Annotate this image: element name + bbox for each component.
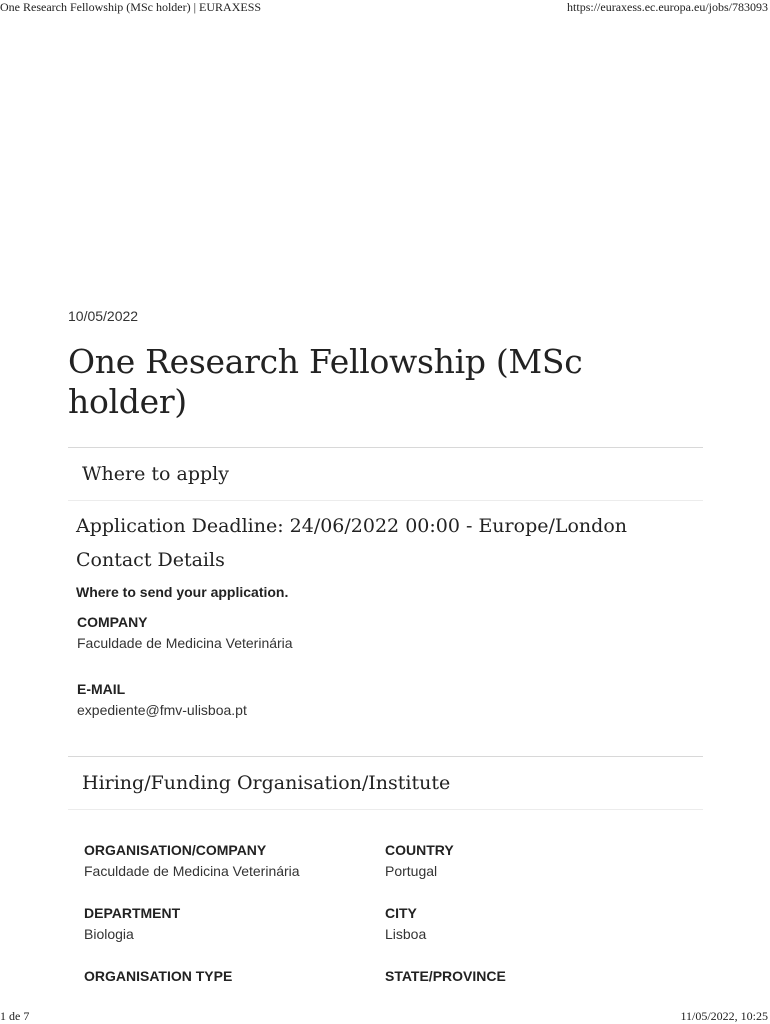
department-field bbox=[84, 905, 385, 942]
hiring-details-grid bbox=[68, 810, 703, 989]
company-field bbox=[77, 614, 703, 651]
country-value: Portugal bbox=[385, 863, 438, 880]
print-header-title: One Research Fellowship (MSc holder) | EURAXESS bbox=[0, 0, 262, 14]
organisation-label: ORGANISATION/COMPANY bbox=[84, 842, 267, 859]
email-link[interactable]: expediente@fmv-ulisboa.pt bbox=[77, 702, 247, 719]
send-application-note: Where to send your application. bbox=[76, 584, 289, 601]
email-field bbox=[77, 681, 703, 718]
organisation-field bbox=[84, 842, 385, 879]
company-label: COMPANY bbox=[77, 614, 148, 631]
job-content bbox=[68, 308, 703, 989]
where-to-apply-section bbox=[68, 447, 703, 756]
apply-details bbox=[68, 501, 703, 756]
where-to-apply-heading: Where to apply bbox=[68, 448, 703, 501]
state-province-label: STATE/PROVINCE bbox=[385, 968, 506, 985]
city-label: CITY bbox=[385, 905, 417, 922]
organisation-value: Faculdade de Medicina Veterinária bbox=[84, 863, 300, 880]
print-header-url[interactable]: https://euraxess.ec.europa.eu/jobs/783093 bbox=[567, 0, 768, 14]
city-value: Lisboa bbox=[385, 926, 427, 943]
organisation-type-field bbox=[84, 968, 385, 989]
job-date: 10/05/2022 bbox=[68, 308, 139, 324]
department-label: DEPARTMENT bbox=[84, 905, 181, 922]
department-value: Biologia bbox=[84, 926, 134, 943]
hiring-heading: Hiring/Funding Organisation/Institute bbox=[68, 757, 703, 810]
print-timestamp: 11/05/2022, 10:25 bbox=[680, 1009, 768, 1023]
page-title: One Research Fellowship (MSc holder) bbox=[68, 342, 583, 421]
email-label: E-MAIL bbox=[77, 681, 126, 698]
city-field bbox=[385, 905, 685, 942]
page-number: 1 de 7 bbox=[0, 1009, 30, 1023]
contact-details-heading: Contact Details bbox=[76, 549, 225, 572]
organisation-type-label: ORGANISATION TYPE bbox=[84, 968, 233, 985]
company-value: Faculdade de Medicina Veterinária bbox=[77, 635, 293, 652]
state-province-field bbox=[385, 968, 685, 989]
country-field bbox=[385, 842, 685, 879]
application-deadline: Application Deadline: 24/06/2022 00:00 - Europe/London bbox=[76, 515, 628, 538]
hiring-section bbox=[68, 756, 703, 989]
country-label: COUNTRY bbox=[385, 842, 454, 859]
